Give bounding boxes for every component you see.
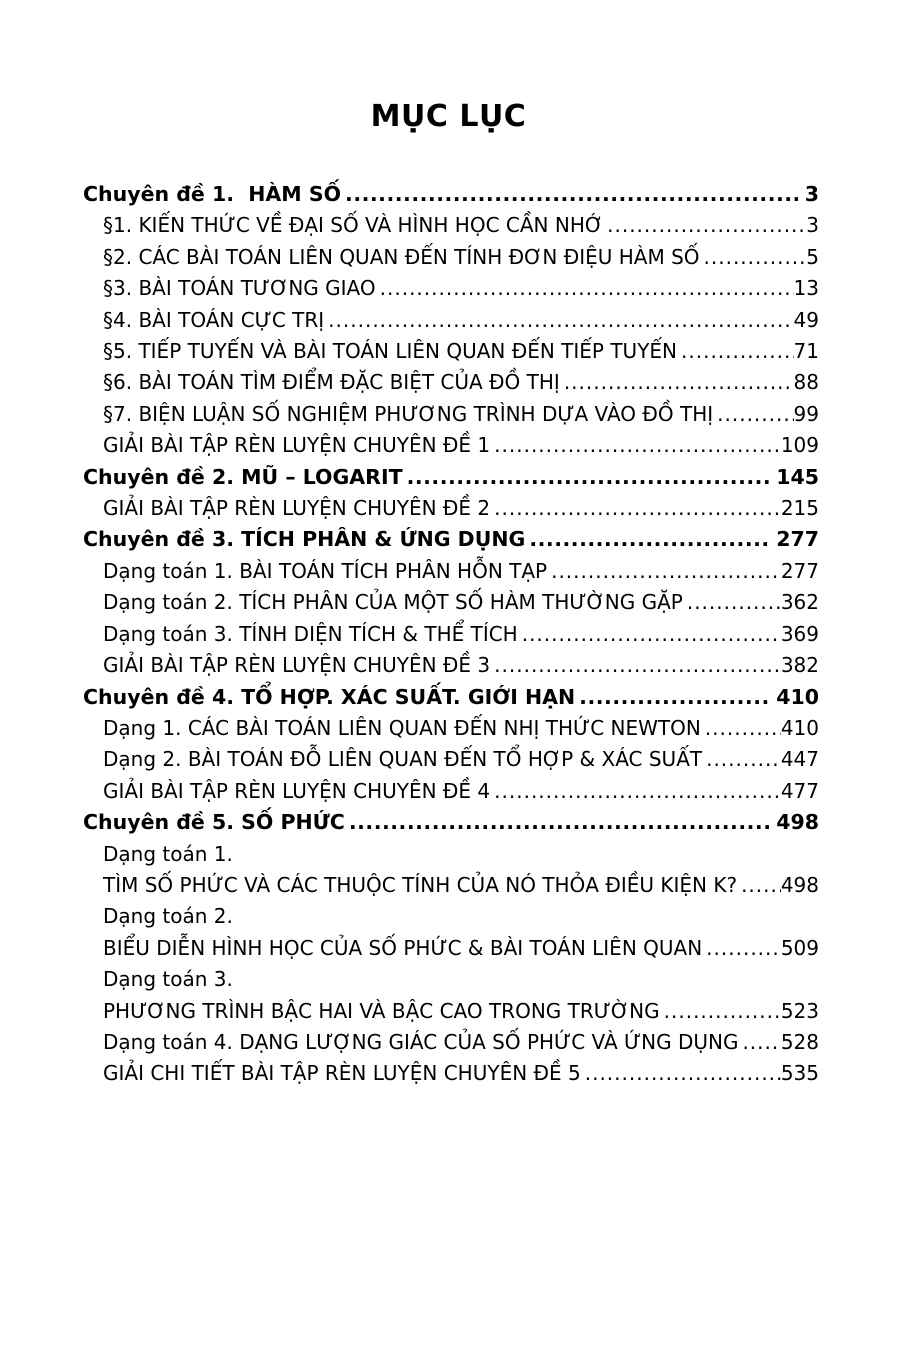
toc-page-number: 382	[780, 653, 819, 678]
toc-entry	[83, 744, 819, 775]
toc-list	[83, 179, 819, 1090]
dot-leader	[494, 430, 781, 461]
toc-entry	[83, 430, 819, 461]
toc-entry	[83, 1058, 819, 1089]
toc-page-number: 3	[806, 213, 819, 238]
toc-entry-label: Dạng toán 3.	[103, 967, 233, 992]
toc-entry-label: GIẢI CHI TIẾT BÀI TẬP RÈN LUYỆN CHUYÊN ĐỀ 5	[103, 1061, 581, 1086]
toc-entry-label: Chuyên đề 1. HÀM SỐ	[83, 182, 342, 206]
toc-entry-label: GIẢI BÀI TẬP RÈN LUYỆN CHUYÊN ĐỀ 3	[103, 653, 491, 678]
toc-entry	[83, 587, 819, 618]
dot-leader	[407, 462, 770, 493]
toc-entry-label: BIỂU DIỄN HÌNH HỌC CỦA SỐ PHỨC & BÀI TOÁN LIÊN QUAN	[103, 935, 703, 960]
toc-entry-label: §1. KIẾN THỨC VỀ ĐẠI SỐ VÀ HÌNH HỌC CẦN NHỚ	[103, 213, 604, 238]
dot-leader	[706, 933, 781, 964]
toc-entry-label: GIẢI BÀI TẬP RÈN LUYỆN CHUYÊN ĐỀ 2	[103, 496, 491, 521]
toc-entry	[83, 713, 819, 744]
toc-entry	[83, 1027, 819, 1058]
toc-entry	[83, 305, 819, 336]
toc-entry-label: Chuyên đề 5. SỐ PHỨC	[83, 810, 345, 835]
toc-page-number: 49	[793, 307, 819, 332]
toc-entry	[83, 839, 819, 870]
toc-entry	[83, 901, 819, 932]
toc-page-number: 498	[776, 810, 819, 835]
toc-page-number: 277	[780, 558, 819, 583]
toc-entry-label: PHƯƠNG TRÌNH BẬC HAI VÀ BẬC CAO TRONG TRƯỜNG	[103, 998, 660, 1023]
toc-entry-label: §7. BIỆN LUẬN SỐ NGHIỆM PHƯƠNG TRÌNH DỰA VÀO ĐỒ THỊ	[103, 401, 714, 426]
toc-entry	[83, 682, 819, 713]
toc-entry-label: Dạng toán 2. TÍCH PHÂN CỦA MỘT SỐ HÀM THƯỜNG GẶP	[103, 590, 683, 615]
toc-entry	[83, 556, 819, 587]
dot-leader	[704, 242, 807, 273]
dot-leader	[328, 305, 793, 336]
toc-page-number: 88	[793, 370, 819, 395]
dot-leader	[607, 210, 806, 241]
toc-page-number: 535	[780, 1061, 819, 1086]
toc-entry-label: Dạng 2. BÀI TOÁN ĐỖ LIÊN QUAN ĐẾN TỔ HỢP & XÁC SUẤT	[103, 747, 703, 772]
toc-entry-label: Dạng toán 2.	[103, 904, 233, 929]
toc-entry-label: Dạng toán 1. BÀI TOÁN TÍCH PHÂN HỖN TẠP	[103, 558, 548, 583]
toc-entry	[83, 273, 819, 304]
toc-entry-label: Chuyên đề 2. MŨ – LOGARIT	[83, 464, 403, 489]
toc-entry-label: §6. BÀI TOÁN TÌM ĐIỂM ĐẶC BIỆT CỦA ĐỒ THỊ	[103, 370, 560, 395]
toc-page-number: 13	[793, 276, 819, 301]
dot-leader	[687, 587, 781, 618]
toc-entry-label: GIẢI BÀI TẬP RÈN LUYỆN CHUYÊN ĐỀ 1	[103, 433, 491, 458]
dot-leader	[345, 179, 798, 210]
dot-leader	[579, 682, 769, 713]
toc-page-number: 447	[780, 747, 819, 772]
toc-page-number: 5	[806, 244, 819, 269]
toc-entry	[83, 870, 819, 901]
dot-leader	[380, 273, 794, 304]
toc-page-number: 71	[793, 339, 819, 364]
dot-leader	[705, 713, 781, 744]
toc-entry-label: §4. BÀI TOÁN CỰC TRỊ	[103, 307, 325, 332]
toc-page-number: 362	[780, 590, 819, 615]
dot-leader	[741, 870, 781, 901]
toc-entry-label: TÌM SỐ PHỨC VÀ CÁC THUỘC TÍNH CỦA NÓ THỎA ĐIỀU KIỆN K?	[103, 872, 738, 897]
toc-page-number: 528	[780, 1029, 819, 1054]
toc-entry	[83, 933, 819, 964]
toc-entry	[83, 524, 819, 555]
toc-entry-label: Dạng toán 1.	[103, 841, 233, 866]
toc-entry	[83, 493, 819, 524]
toc-entry-label: Dạng toán 4. DẠNG LƯỢNG GIÁC CỦA SỐ PHỨC VÀ ỨNG DỤNG	[103, 1029, 739, 1054]
dot-leader	[706, 744, 781, 775]
toc-entry	[83, 367, 819, 398]
dot-leader	[585, 1058, 781, 1089]
toc-entry	[83, 399, 819, 430]
toc-page-number: 277	[776, 527, 819, 552]
toc-entry-label: §2. CÁC BÀI TOÁN LIÊN QUAN ĐẾN TÍNH ĐƠN ĐIỆU HÀM SỐ	[103, 244, 700, 269]
toc-page-number: 410	[776, 684, 819, 709]
dot-leader	[494, 776, 781, 807]
toc-page-number: 215	[780, 496, 819, 521]
dot-leader	[664, 996, 781, 1027]
toc-entry	[83, 807, 819, 838]
toc-entry	[83, 996, 819, 1027]
toc-entry	[83, 776, 819, 807]
dot-leader	[742, 1027, 780, 1058]
toc-page-number: 109	[780, 433, 819, 458]
dot-leader	[494, 650, 781, 681]
toc-page-number: 99	[793, 401, 819, 426]
toc-entry	[83, 242, 819, 273]
toc-entry	[83, 462, 819, 493]
toc-page-number: 509	[780, 935, 819, 960]
toc-entry	[83, 964, 819, 995]
toc-entry-label: Dạng 1. CÁC BÀI TOÁN LIÊN QUAN ĐẾN NHỊ THỨC NEWTON	[103, 715, 701, 740]
toc-page-number: 477	[780, 778, 819, 803]
toc-entry	[83, 210, 819, 241]
toc-page-number: 3	[804, 182, 819, 206]
dot-leader	[681, 336, 794, 367]
toc-page-number: 498	[780, 872, 819, 897]
dot-leader	[564, 367, 794, 398]
toc-entry-label: §3. BÀI TOÁN TƯƠNG GIAO	[103, 276, 376, 301]
dot-leader	[349, 807, 769, 838]
dot-leader	[551, 556, 781, 587]
toc-entry	[83, 650, 819, 681]
toc-entry	[83, 336, 819, 367]
toc-entry	[83, 619, 819, 650]
toc-page-number: 369	[780, 621, 819, 646]
toc-entry-label: Dạng toán 3. TÍNH DIỆN TÍCH & THỂ TÍCH	[103, 621, 518, 646]
toc-page-number: 410	[780, 715, 819, 740]
toc-entry-label: GIẢI BÀI TẬP RÈN LUYỆN CHUYÊN ĐỀ 4	[103, 778, 491, 803]
dot-leader	[529, 524, 769, 555]
toc-entry-label: Chuyên đề 3. TÍCH PHÂN & ỨNG DỤNG	[83, 527, 526, 552]
page-title: MỤC LỤC	[370, 99, 527, 134]
toc-entry	[83, 179, 819, 210]
toc-entry-label: Chuyên đề 4. TỔ HỢP. XÁC SUẤT. GIỚI HẠN	[83, 684, 576, 709]
dot-leader	[494, 493, 781, 524]
toc-page-number: 145	[776, 464, 819, 489]
toc-page-number: 523	[780, 998, 819, 1023]
toc-entry-label: §5. TIẾP TUYẾN VÀ BÀI TOÁN LIÊN QUAN ĐẾN TIẾP TUYẾN	[103, 339, 678, 364]
dot-leader	[522, 619, 781, 650]
dot-leader	[717, 399, 793, 430]
